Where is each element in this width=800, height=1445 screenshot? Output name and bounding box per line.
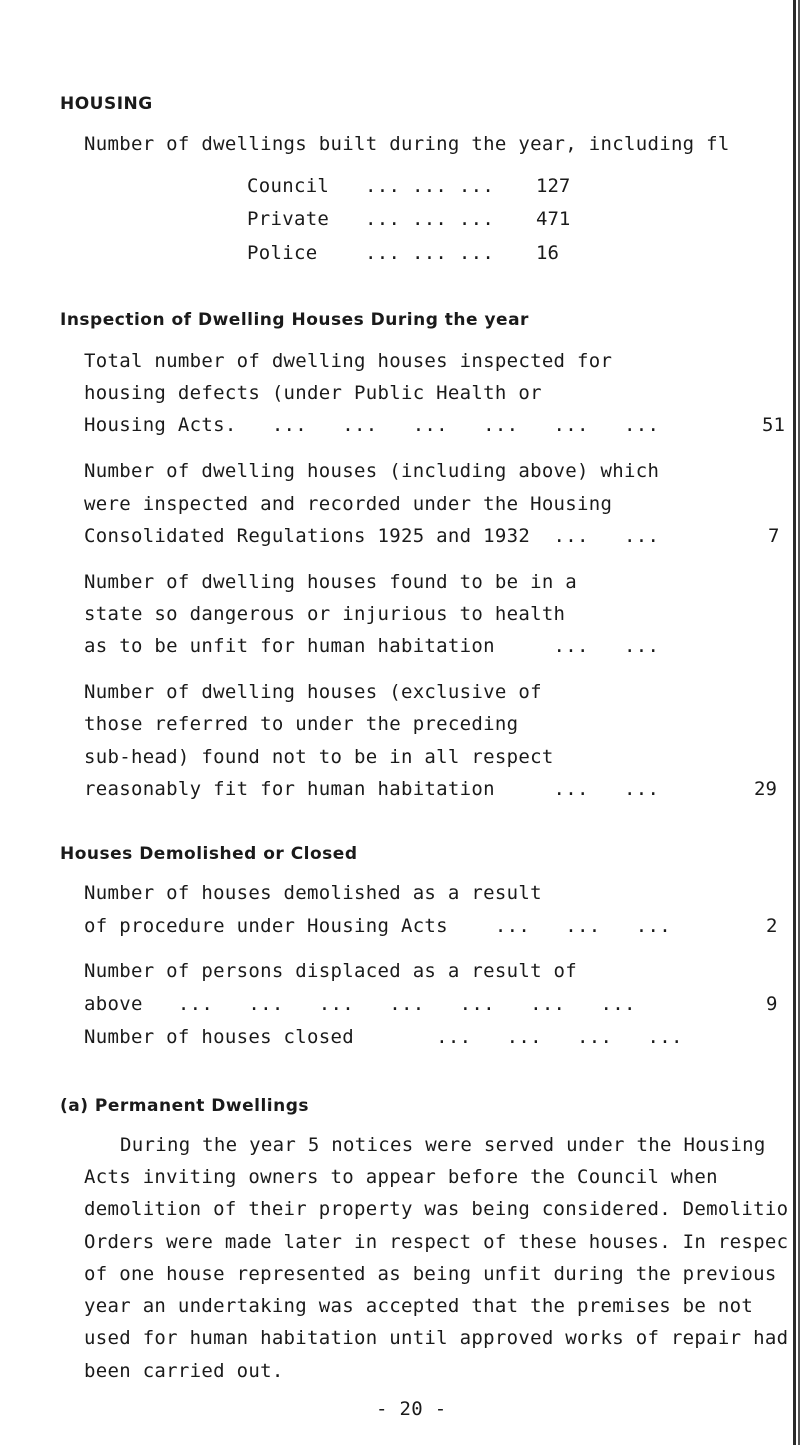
dwelling-row-label: Private bbox=[247, 208, 330, 230]
inspection-item-line: Number of dwelling houses (exclusive of bbox=[84, 681, 542, 703]
dwelling-row-value: 16 bbox=[536, 242, 559, 264]
inspection-item-line: housing defects (under Public Health or bbox=[84, 382, 542, 404]
page-number: - 20 - bbox=[376, 1398, 447, 1420]
paragraph-line: used for human habitation until approved works of repair had bbox=[84, 1327, 789, 1349]
inspection-item-value: 51 bbox=[762, 414, 785, 436]
demolished-item-value: 9 bbox=[766, 993, 778, 1015]
demolished-item-line: Number of houses closed ... ... ... ... bbox=[84, 1026, 683, 1048]
paragraph-line: Acts inviting owners to appear before the Council when bbox=[84, 1166, 718, 1188]
dwelling-row-value: 127 bbox=[536, 175, 571, 197]
inspection-item-line: Housing Acts. ... ... ... ... ... ... bbox=[84, 414, 660, 436]
demolished-heading: Houses Demolished or Closed bbox=[60, 844, 358, 864]
inspection-item-line: those referred to under the preceding bbox=[84, 713, 519, 735]
demolished-item-value: 2 bbox=[766, 915, 778, 937]
inspection-item-line: were inspected and recorded under the Housing bbox=[84, 493, 613, 515]
demolished-item-line: Number of persons displaced as a result of bbox=[84, 960, 578, 982]
inspection-item-line: Number of dwelling houses (including above) which bbox=[84, 460, 660, 482]
inspection-item-line: as to be unfit for human habitation ... ... bbox=[84, 635, 660, 657]
dwelling-row-value: 471 bbox=[536, 208, 571, 230]
dwelling-row-dots: ... ... ... bbox=[365, 175, 495, 197]
paragraph-line: Orders were made later in respect of these houses. In respec bbox=[84, 1231, 789, 1253]
paragraph-line: been carried out. bbox=[84, 1360, 284, 1382]
dwellings-intro: Number of dwellings built during the year, including fl bbox=[84, 133, 730, 155]
paragraph-line: During the year 5 notices were served under the Housing bbox=[120, 1134, 766, 1156]
page-edge-shadow bbox=[793, 0, 796, 1445]
inspection-item-value: 7 bbox=[768, 525, 780, 547]
paragraph-line: of one house represented as being unfit during the previous bbox=[84, 1263, 777, 1285]
inspection-item-line: sub-head) found not to be in all respect bbox=[84, 746, 554, 768]
inspection-item-line: Consolidated Regulations 1925 and 1932 ... ... bbox=[84, 525, 660, 547]
dwelling-row-dots: ... ... ... bbox=[365, 208, 495, 230]
demolished-item-line: Number of houses demolished as a result bbox=[84, 882, 542, 904]
dwelling-row-dots: ... ... ... bbox=[365, 242, 495, 264]
demolished-item-line: above ... ... ... ... ... ... ... bbox=[84, 993, 636, 1015]
inspection-item-value: 29 bbox=[754, 778, 777, 800]
dwelling-row-label: Council bbox=[247, 175, 330, 197]
demolished-item-line: of procedure under Housing Acts ... ... ... bbox=[84, 915, 671, 937]
inspection-item-line: state so dangerous or injurious to health bbox=[84, 603, 566, 625]
permanent-heading: (a) Permanent Dwellings bbox=[60, 1096, 309, 1116]
inspection-item-line: reasonably fit for human habitation ... ... bbox=[84, 778, 660, 800]
dwelling-row-label: Police bbox=[247, 242, 318, 264]
paragraph-line: demolition of their property was being considered. Demolitio bbox=[84, 1198, 789, 1220]
section-title: HOUSING bbox=[60, 94, 153, 114]
paragraph-line: year an undertaking was accepted that the premises be not bbox=[84, 1295, 754, 1317]
inspection-heading: Inspection of Dwelling Houses During the year bbox=[60, 310, 529, 330]
inspection-item-line: Total number of dwelling houses inspected for bbox=[84, 350, 613, 372]
inspection-item-line: Number of dwelling houses found to be in a bbox=[84, 571, 578, 593]
